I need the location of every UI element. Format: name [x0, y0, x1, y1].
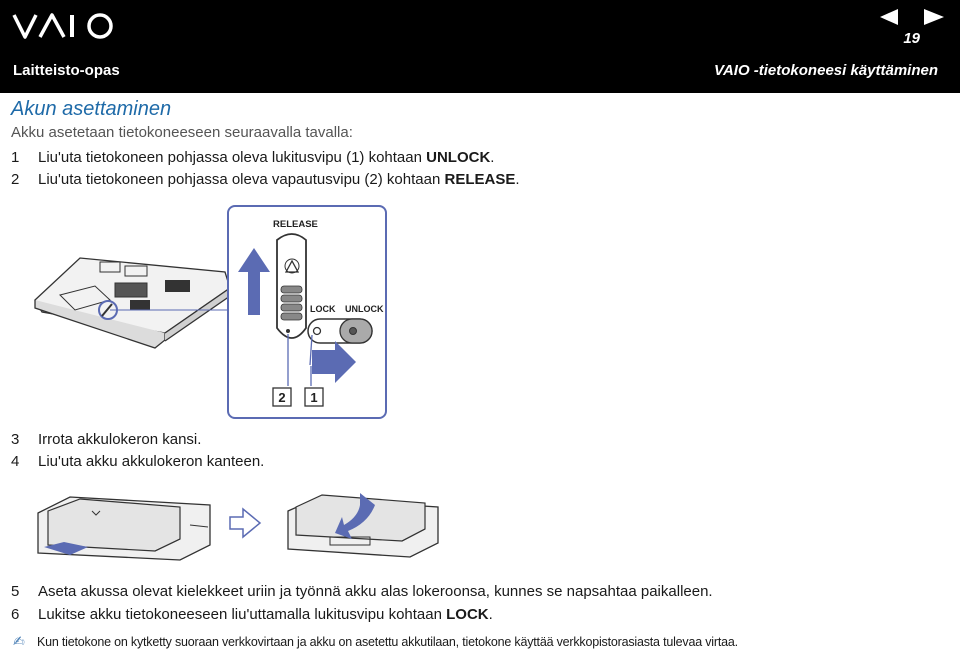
step-text: Irrota akkulokeron kansi.	[38, 431, 202, 448]
step-tail: .	[488, 606, 493, 623]
pencil-icon: ✍	[13, 633, 25, 649]
step-tail: .	[515, 171, 520, 188]
next-step-arrow-icon	[230, 509, 260, 537]
step-number: 2	[11, 171, 20, 188]
step-text: Liu'uta tietokoneen pohjassa oleva vapautusvipu (2) kohtaan	[38, 171, 445, 188]
page-title: Akun asettaminen	[11, 98, 172, 120]
note	[13, 633, 738, 650]
figure-release-lock	[30, 200, 400, 425]
note-text: Kun tietokone on kytketty suoraan verkkovirtaan ja akku on asetettu akkutilaan, tietokone käyttää verkkopistorasiasta tulevaa virtaa.	[37, 635, 738, 649]
figure-battery-insert	[30, 485, 450, 575]
unlock-label: UNLOCK	[345, 304, 384, 314]
step-text: Liu'uta tietokoneen pohjassa oleva lukitusvipu (1) kohtaan	[38, 149, 427, 166]
step-1	[11, 149, 494, 166]
step-number: 3	[11, 431, 20, 448]
step-2	[11, 171, 520, 188]
step-4	[11, 453, 264, 470]
step-bold: RELEASE	[444, 171, 516, 188]
step-number: 6	[11, 606, 20, 623]
callout-2: 2	[278, 390, 286, 405]
release-lever	[277, 234, 306, 338]
battery-press-illustration	[288, 493, 438, 557]
step-number: 1	[11, 149, 20, 166]
step-number: 4	[11, 453, 20, 470]
section-title-left[interactable]: Laitteisto-opas	[13, 62, 120, 79]
step-text: Lukitse akku tietokoneeseen liu'uttamalla lukitusvipu kohtaan	[38, 606, 447, 623]
step-number: 5	[11, 583, 20, 600]
step-text: Liu'uta akku akkulokeron kanteen.	[38, 453, 265, 470]
step-bold: UNLOCK	[426, 149, 491, 166]
intro-text: Akku asetetaan tietokoneeseen seuraavalla tavalla:	[11, 124, 353, 141]
battery-slide-illustration	[38, 497, 210, 560]
step-bold: LOCK	[446, 606, 489, 623]
laptop-bottom-illustration	[35, 258, 230, 348]
section-title-right[interactable]: VAIO -tietokoneesi käyttäminen	[714, 62, 938, 79]
step-text: Aseta akussa olevat kielekkeet uriin ja työnnä akku alas lokeroonsa, kunnes se napsahtaa paikalleen.	[38, 583, 713, 600]
step-6	[11, 606, 493, 623]
release-label: RELEASE	[273, 219, 318, 230]
page-number: 19	[903, 30, 920, 47]
callout-1: 1	[310, 390, 318, 405]
step-tail: .	[490, 149, 495, 166]
step-5	[11, 583, 713, 600]
step-3	[11, 431, 201, 448]
lock-label: LOCK	[310, 304, 336, 314]
